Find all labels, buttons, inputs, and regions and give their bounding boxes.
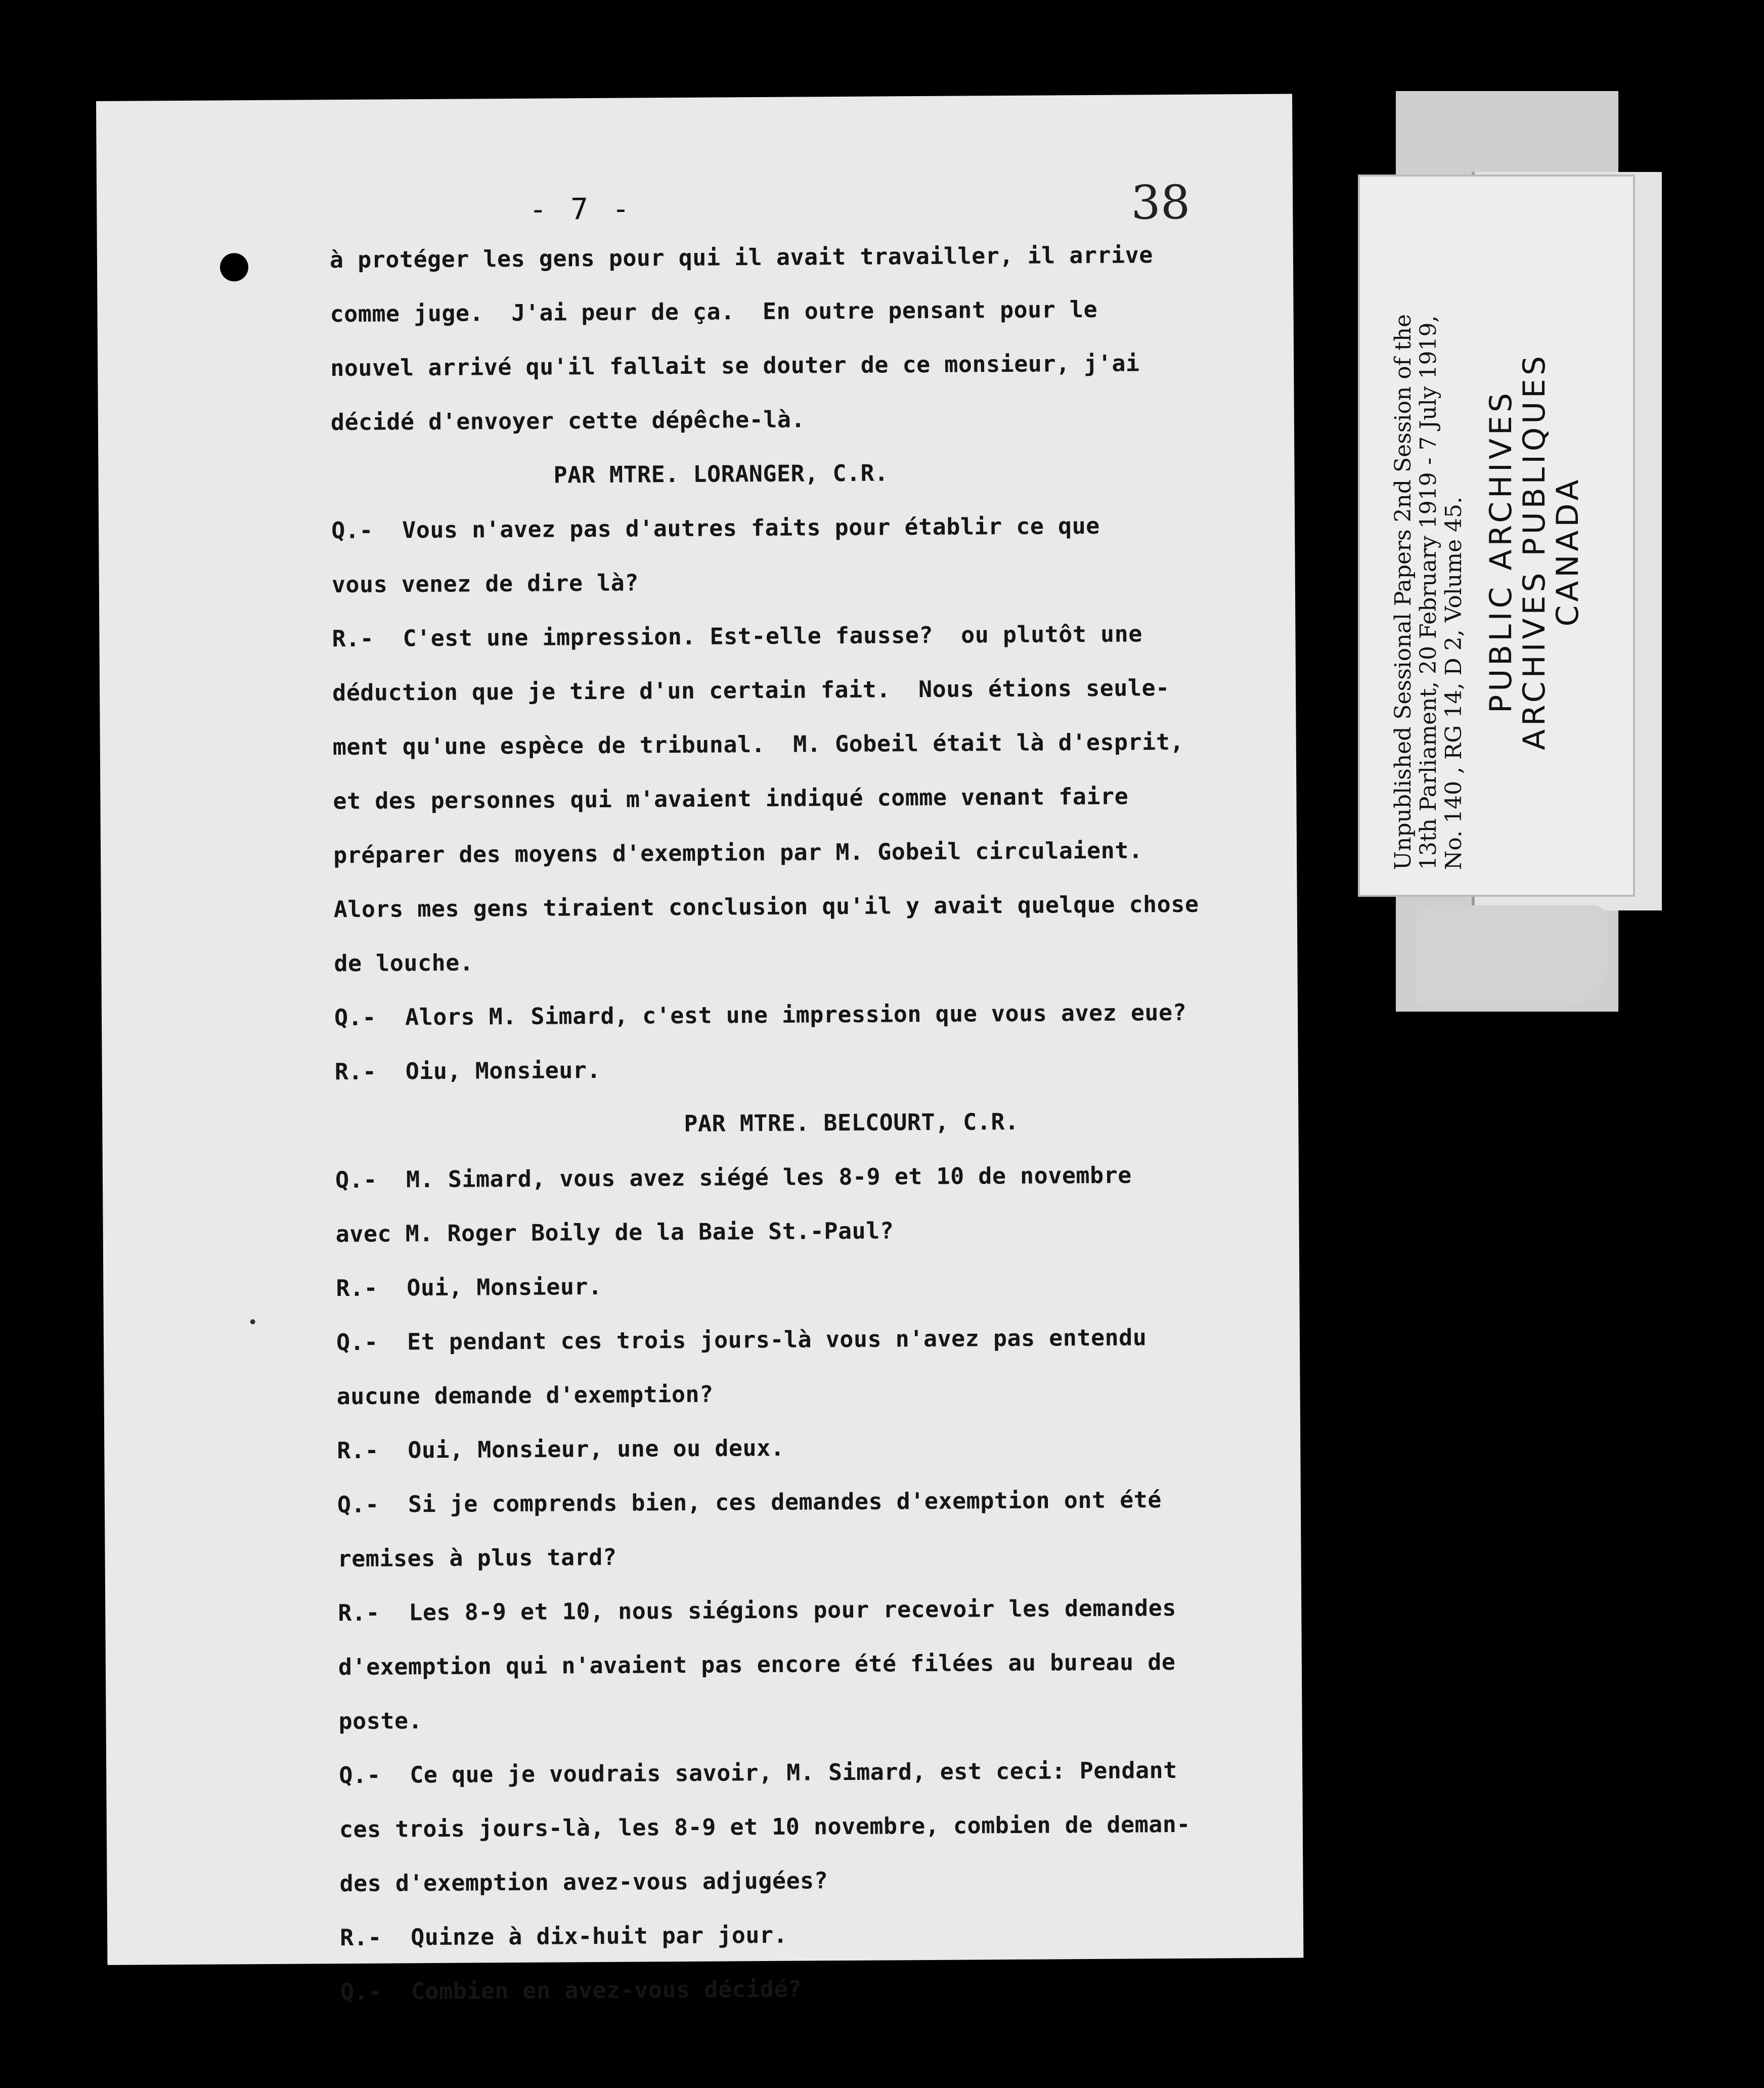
speaker-label: R.- bbox=[338, 1599, 380, 1627]
citation-line: 13th Parliament, 20 February 1919 - 7 July 1919, bbox=[1416, 315, 1441, 870]
speaker-label: R.- bbox=[337, 1437, 379, 1464]
transcript-line bbox=[339, 1867, 828, 1897]
transcript-line bbox=[330, 241, 1153, 273]
line-text: remises à plus tard? bbox=[337, 1543, 617, 1573]
line-text: Ce que je voudrais savoir, M. Simard, est ceci: Pendant bbox=[410, 1757, 1177, 1789]
section-heading bbox=[553, 459, 889, 488]
archive-citation bbox=[1391, 197, 1467, 870]
transcript-line bbox=[331, 512, 1100, 544]
transcript-line bbox=[338, 1707, 422, 1734]
line-text: Combien en avez-vous décidé? bbox=[411, 1975, 802, 2005]
line-text: Alors mes gens tiraient conclusion qu'il y avait quelque chose bbox=[333, 890, 1199, 923]
speaker-label: R.- bbox=[336, 1274, 378, 1302]
speaker-label: Q.- bbox=[340, 1978, 382, 2006]
stamp-line: ARCHIVES PUBLIQUES bbox=[1517, 352, 1552, 751]
line-text: PAR MTRE. BELCOURT, C.R. bbox=[684, 1108, 1019, 1137]
punch-hole bbox=[220, 253, 248, 281]
transcript-line bbox=[332, 620, 1142, 652]
line-text: Oiu, Monsieur. bbox=[405, 1056, 601, 1085]
transcript-line bbox=[332, 674, 1170, 706]
transcript-line bbox=[338, 1648, 1176, 1680]
transcript-line bbox=[333, 728, 1184, 760]
line-text: à protéger les gens pour qui il avait travailler, il arrive bbox=[329, 241, 1154, 274]
line-text: comme juge. J'ai peur de ça. En outre pensant pour le bbox=[330, 295, 1098, 328]
transcript-line bbox=[333, 837, 1143, 868]
line-text: poste. bbox=[338, 1707, 423, 1735]
speaker-label: R.- bbox=[340, 1924, 382, 1951]
speaker-label: Q.- bbox=[335, 1166, 377, 1194]
transcript-line bbox=[337, 1486, 1162, 1518]
transcript-line bbox=[334, 949, 473, 977]
transcript-body bbox=[329, 241, 1250, 2006]
line-text: Et pendant ces trois jours-là vous n'avez pas entendu bbox=[407, 1324, 1147, 1356]
transcript-line bbox=[330, 350, 1140, 381]
line-text: ces trois jours-là, les 8-9 et 10 novembre, combien de deman- bbox=[339, 1810, 1191, 1843]
transcript-line bbox=[337, 1544, 616, 1572]
line-text: PAR MTRE. LORANGER, C.R. bbox=[553, 459, 889, 489]
transcript-line bbox=[339, 1811, 1190, 1843]
transcript-line bbox=[334, 891, 1199, 923]
transcript-line bbox=[337, 1434, 784, 1464]
speaker-label: R.- bbox=[332, 625, 374, 652]
archive-slip-fold bbox=[1416, 905, 1608, 1007]
line-text: de louche. bbox=[334, 949, 474, 977]
line-text: d'exemption qui n'avaient pas encore été filées au bureau de bbox=[338, 1648, 1176, 1681]
speaker-label: Q.- bbox=[337, 1491, 379, 1518]
page-number: - 7 - bbox=[529, 191, 633, 227]
line-text: Quinze à dix-huit par jour. bbox=[411, 1921, 788, 1951]
document-page bbox=[96, 94, 1303, 2006]
citation-line: No. 140 , RG 14, D 2, Volume 45. bbox=[1441, 497, 1467, 870]
line-text: Les 8-9 et 10, nous siégions pour recevoir les demandes bbox=[409, 1594, 1176, 1626]
line-text: Oui, Monsieur. bbox=[407, 1273, 602, 1301]
line-text: M. Simard, vous avez siégé les 8-9 et 10 de novembre bbox=[406, 1161, 1132, 1193]
line-text: Vous n'avez pas d'autres faits pour établir ce que bbox=[402, 512, 1100, 544]
speaker-label: R.- bbox=[334, 1058, 377, 1085]
line-text: déduction que je tire d'un certain fait. Nous étions seule- bbox=[332, 674, 1170, 707]
stamp-line: PUBLIC ARCHIVES bbox=[1483, 389, 1519, 713]
folio-number: 38 bbox=[1130, 175, 1190, 230]
line-text: C'est une impression. Est-elle fausse? ou plutôt une bbox=[403, 620, 1143, 652]
line-text: préparer des moyens d'exemption par M. Gobeil circulaient. bbox=[333, 837, 1143, 869]
transcript-line bbox=[336, 1217, 894, 1247]
line-text: Alors M. Simard, c'est une impression que vous avez eue? bbox=[405, 998, 1187, 1031]
stray-mark bbox=[250, 1319, 255, 1324]
speaker-label: Q.- bbox=[331, 516, 374, 544]
line-text: avec M. Roger Boily de la Baie St.-Paul? bbox=[335, 1217, 894, 1248]
line-text: aucune demande d'exemption? bbox=[336, 1380, 714, 1410]
line-text: Oui, Monsieur, une ou deux. bbox=[408, 1434, 785, 1464]
speaker-label: Q.- bbox=[334, 1004, 377, 1031]
line-text: décidé d'envoyer cette dépêche-là. bbox=[330, 406, 806, 436]
transcript-line bbox=[340, 1976, 802, 2006]
line-text: ment qu'une espèce de tribunal. M. Gobeil était là d'esprit, bbox=[332, 728, 1184, 761]
transcript-line bbox=[336, 1324, 1147, 1356]
transcript-line bbox=[335, 1162, 1132, 1194]
transcript-line bbox=[330, 296, 1097, 327]
line-text: vous venez de dire là? bbox=[331, 569, 639, 598]
line-text: Si je comprends bien, ces demandes d'exemption ont été bbox=[408, 1486, 1162, 1518]
transcript-line bbox=[338, 1594, 1176, 1626]
stamp-line: CANADA bbox=[1550, 476, 1585, 627]
line-text: des d'exemption avez-vous adjugées? bbox=[339, 1867, 828, 1897]
transcript-line bbox=[333, 783, 1128, 815]
speaker-label: Q.- bbox=[339, 1761, 381, 1789]
section-heading bbox=[684, 1108, 1019, 1137]
transcript-line bbox=[336, 1381, 713, 1410]
transcript-line bbox=[332, 569, 639, 598]
speaker-label: Q.- bbox=[336, 1328, 378, 1356]
transcript-line bbox=[336, 1273, 602, 1301]
line-text: et des personnes qui m'avaient indiqué comme venant faire bbox=[333, 782, 1129, 815]
citation-line: Unpublished Sessional Papers 2nd Session of the bbox=[1390, 314, 1416, 870]
transcript-line bbox=[331, 406, 805, 436]
transcript-line bbox=[334, 999, 1186, 1031]
archive-stamp bbox=[1484, 334, 1584, 769]
transcript-line bbox=[339, 1757, 1177, 1789]
transcript-line bbox=[335, 1057, 601, 1085]
transcript-line bbox=[340, 1922, 787, 1951]
line-text: nouvel arrivé qu'il fallait se douter de ce monsieur, j'ai bbox=[330, 350, 1140, 382]
